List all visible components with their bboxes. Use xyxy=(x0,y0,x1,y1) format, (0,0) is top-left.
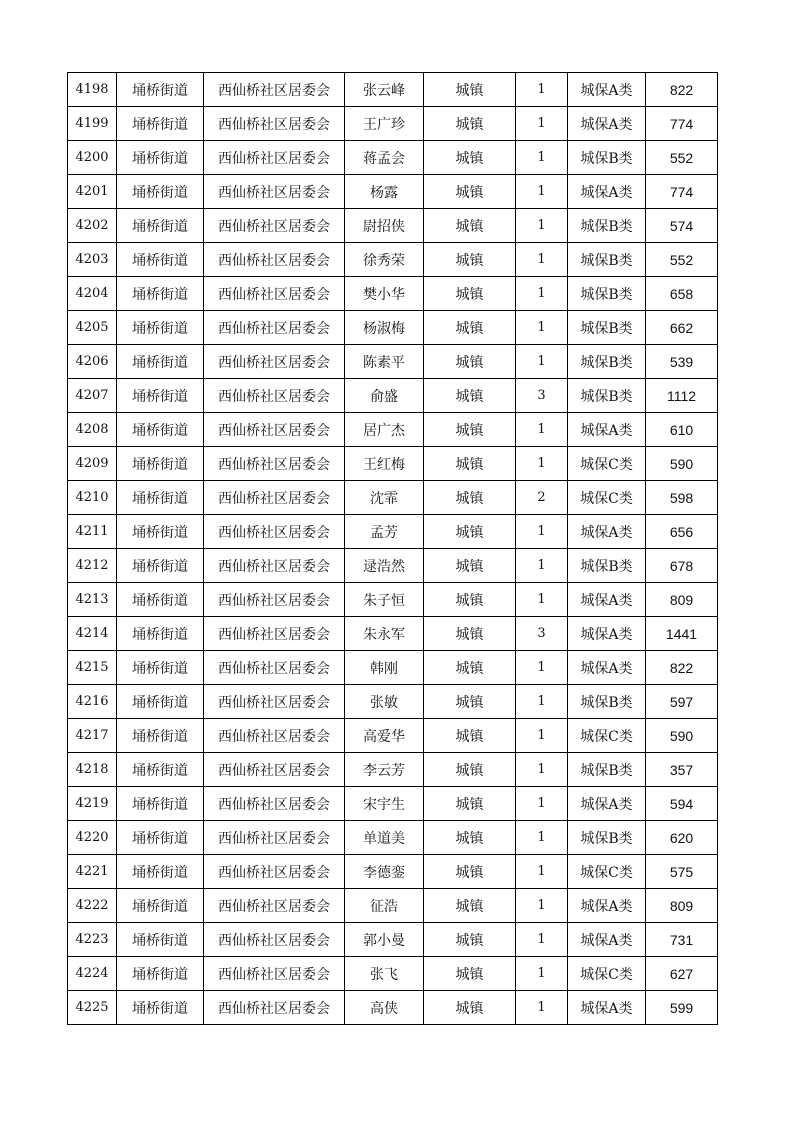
table-row xyxy=(68,549,718,583)
amount-cell: 1112 xyxy=(646,379,718,413)
category-cell: 城保C类 xyxy=(568,481,646,515)
street-cell: 埇桥街道 xyxy=(117,617,204,651)
table-row xyxy=(68,481,718,515)
persons-count-cell: 1 xyxy=(516,107,568,141)
name-cell: 徐秀荣 xyxy=(345,243,424,277)
household-type-cell: 城镇 xyxy=(424,787,516,821)
household-type-cell: 城镇 xyxy=(424,413,516,447)
name-cell: 张云峰 xyxy=(345,73,424,107)
amount-cell: 658 xyxy=(646,277,718,311)
household-type-cell: 城镇 xyxy=(424,583,516,617)
name-cell: 朱子恒 xyxy=(345,583,424,617)
serial-number-cell: 4222 xyxy=(68,889,117,923)
table-row xyxy=(68,515,718,549)
household-type-cell: 城镇 xyxy=(424,549,516,583)
community-cell: 西仙桥社区居委会 xyxy=(204,991,345,1025)
street-cell: 埇桥街道 xyxy=(117,107,204,141)
amount-cell: 590 xyxy=(646,719,718,753)
community-cell: 西仙桥社区居委会 xyxy=(204,889,345,923)
household-type-cell: 城镇 xyxy=(424,481,516,515)
household-type-cell: 城镇 xyxy=(424,957,516,991)
category-cell: 城保A类 xyxy=(568,617,646,651)
amount-cell: 598 xyxy=(646,481,718,515)
persons-count-cell: 1 xyxy=(516,991,568,1025)
category-cell: 城保A类 xyxy=(568,175,646,209)
name-cell: 郭小曼 xyxy=(345,923,424,957)
household-type-cell: 城镇 xyxy=(424,719,516,753)
serial-number-cell: 4219 xyxy=(68,787,117,821)
serial-number-cell: 4225 xyxy=(68,991,117,1025)
name-cell: 逯浩然 xyxy=(345,549,424,583)
amount-cell: 731 xyxy=(646,923,718,957)
table-row xyxy=(68,73,718,107)
table-row xyxy=(68,243,718,277)
street-cell: 埇桥街道 xyxy=(117,855,204,889)
community-cell: 西仙桥社区居委会 xyxy=(204,617,345,651)
street-cell: 埇桥街道 xyxy=(117,549,204,583)
street-cell: 埇桥街道 xyxy=(117,957,204,991)
amount-cell: 809 xyxy=(646,889,718,923)
category-cell: 城保A类 xyxy=(568,651,646,685)
street-cell: 埇桥街道 xyxy=(117,889,204,923)
persons-count-cell: 1 xyxy=(516,855,568,889)
table-row xyxy=(68,957,718,991)
community-cell: 西仙桥社区居委会 xyxy=(204,379,345,413)
table-row xyxy=(68,651,718,685)
amount-cell: 656 xyxy=(646,515,718,549)
persons-count-cell: 1 xyxy=(516,923,568,957)
household-type-cell: 城镇 xyxy=(424,73,516,107)
street-cell: 埇桥街道 xyxy=(117,141,204,175)
category-cell: 城保A类 xyxy=(568,583,646,617)
amount-cell: 552 xyxy=(646,141,718,175)
name-cell: 张飞 xyxy=(345,957,424,991)
serial-number-cell: 4209 xyxy=(68,447,117,481)
amount-cell: 597 xyxy=(646,685,718,719)
amount-cell: 590 xyxy=(646,447,718,481)
serial-number-cell: 4199 xyxy=(68,107,117,141)
household-type-cell: 城镇 xyxy=(424,651,516,685)
household-type-cell: 城镇 xyxy=(424,141,516,175)
name-cell: 俞盛 xyxy=(345,379,424,413)
community-cell: 西仙桥社区居委会 xyxy=(204,141,345,175)
street-cell: 埇桥街道 xyxy=(117,719,204,753)
community-cell: 西仙桥社区居委会 xyxy=(204,821,345,855)
amount-cell: 662 xyxy=(646,311,718,345)
category-cell: 城保A类 xyxy=(568,923,646,957)
table-row xyxy=(68,447,718,481)
serial-number-cell: 4220 xyxy=(68,821,117,855)
persons-count-cell: 1 xyxy=(516,73,568,107)
persons-count-cell: 1 xyxy=(516,175,568,209)
table-row xyxy=(68,345,718,379)
persons-count-cell: 1 xyxy=(516,311,568,345)
persons-count-cell: 1 xyxy=(516,549,568,583)
street-cell: 埇桥街道 xyxy=(117,209,204,243)
name-cell: 沈霏 xyxy=(345,481,424,515)
persons-count-cell: 1 xyxy=(516,515,568,549)
community-cell: 西仙桥社区居委会 xyxy=(204,753,345,787)
household-type-cell: 城镇 xyxy=(424,821,516,855)
persons-count-cell: 1 xyxy=(516,787,568,821)
serial-number-cell: 4224 xyxy=(68,957,117,991)
community-cell: 西仙桥社区居委会 xyxy=(204,515,345,549)
serial-number-cell: 4216 xyxy=(68,685,117,719)
serial-number-cell: 4213 xyxy=(68,583,117,617)
household-type-cell: 城镇 xyxy=(424,889,516,923)
community-cell: 西仙桥社区居委会 xyxy=(204,583,345,617)
category-cell: 城保B类 xyxy=(568,345,646,379)
community-cell: 西仙桥社区居委会 xyxy=(204,719,345,753)
table-row xyxy=(68,413,718,447)
name-cell: 陈素平 xyxy=(345,345,424,379)
category-cell: 城保C类 xyxy=(568,855,646,889)
table-row xyxy=(68,583,718,617)
household-type-cell: 城镇 xyxy=(424,175,516,209)
community-cell: 西仙桥社区居委会 xyxy=(204,481,345,515)
street-cell: 埇桥街道 xyxy=(117,447,204,481)
community-cell: 西仙桥社区居委会 xyxy=(204,957,345,991)
name-cell: 宋宇生 xyxy=(345,787,424,821)
category-cell: 城保B类 xyxy=(568,549,646,583)
table-body xyxy=(68,73,718,1025)
category-cell: 城保A类 xyxy=(568,889,646,923)
persons-count-cell: 1 xyxy=(516,685,568,719)
serial-number-cell: 4203 xyxy=(68,243,117,277)
household-type-cell: 城镇 xyxy=(424,107,516,141)
amount-cell: 809 xyxy=(646,583,718,617)
persons-count-cell: 1 xyxy=(516,753,568,787)
category-cell: 城保B类 xyxy=(568,821,646,855)
persons-count-cell: 1 xyxy=(516,277,568,311)
serial-number-cell: 4201 xyxy=(68,175,117,209)
street-cell: 埇桥街道 xyxy=(117,583,204,617)
community-cell: 西仙桥社区居委会 xyxy=(204,787,345,821)
persons-count-cell: 1 xyxy=(516,413,568,447)
serial-number-cell: 4208 xyxy=(68,413,117,447)
street-cell: 埇桥街道 xyxy=(117,73,204,107)
household-type-cell: 城镇 xyxy=(424,345,516,379)
category-cell: 城保A类 xyxy=(568,787,646,821)
amount-cell: 610 xyxy=(646,413,718,447)
street-cell: 埇桥街道 xyxy=(117,481,204,515)
category-cell: 城保B类 xyxy=(568,685,646,719)
serial-number-cell: 4218 xyxy=(68,753,117,787)
table-row xyxy=(68,753,718,787)
amount-cell: 774 xyxy=(646,175,718,209)
persons-count-cell: 1 xyxy=(516,719,568,753)
persons-count-cell: 1 xyxy=(516,345,568,379)
category-cell: 城保A类 xyxy=(568,73,646,107)
household-type-cell: 城镇 xyxy=(424,447,516,481)
table-row xyxy=(68,855,718,889)
persons-count-cell: 1 xyxy=(516,209,568,243)
community-cell: 西仙桥社区居委会 xyxy=(204,175,345,209)
name-cell: 李德銮 xyxy=(345,855,424,889)
community-cell: 西仙桥社区居委会 xyxy=(204,447,345,481)
name-cell: 王红梅 xyxy=(345,447,424,481)
serial-number-cell: 4212 xyxy=(68,549,117,583)
persons-count-cell: 2 xyxy=(516,481,568,515)
household-type-cell: 城镇 xyxy=(424,277,516,311)
table-row xyxy=(68,107,718,141)
community-cell: 西仙桥社区居委会 xyxy=(204,855,345,889)
name-cell: 杨淑梅 xyxy=(345,311,424,345)
name-cell: 孟芳 xyxy=(345,515,424,549)
table-row xyxy=(68,379,718,413)
category-cell: 城保B类 xyxy=(568,141,646,175)
category-cell: 城保B类 xyxy=(568,753,646,787)
table-row xyxy=(68,617,718,651)
household-type-cell: 城镇 xyxy=(424,617,516,651)
street-cell: 埇桥街道 xyxy=(117,821,204,855)
category-cell: 城保B类 xyxy=(568,277,646,311)
amount-cell: 1441 xyxy=(646,617,718,651)
amount-cell: 575 xyxy=(646,855,718,889)
community-cell: 西仙桥社区居委会 xyxy=(204,345,345,379)
street-cell: 埇桥街道 xyxy=(117,753,204,787)
persons-count-cell: 1 xyxy=(516,447,568,481)
serial-number-cell: 4215 xyxy=(68,651,117,685)
persons-count-cell: 3 xyxy=(516,617,568,651)
persons-count-cell: 1 xyxy=(516,243,568,277)
serial-number-cell: 4205 xyxy=(68,311,117,345)
street-cell: 埇桥街道 xyxy=(117,277,204,311)
table-row xyxy=(68,821,718,855)
serial-number-cell: 4210 xyxy=(68,481,117,515)
persons-count-cell: 1 xyxy=(516,821,568,855)
table-row xyxy=(68,991,718,1025)
street-cell: 埇桥街道 xyxy=(117,413,204,447)
table-row xyxy=(68,209,718,243)
table-row xyxy=(68,923,718,957)
table-row xyxy=(68,175,718,209)
serial-number-cell: 4206 xyxy=(68,345,117,379)
table-row xyxy=(68,719,718,753)
table-row xyxy=(68,311,718,345)
name-cell: 韩刚 xyxy=(345,651,424,685)
name-cell: 李云芳 xyxy=(345,753,424,787)
household-type-cell: 城镇 xyxy=(424,311,516,345)
category-cell: 城保B类 xyxy=(568,379,646,413)
amount-cell: 774 xyxy=(646,107,718,141)
amount-cell: 678 xyxy=(646,549,718,583)
name-cell: 征浩 xyxy=(345,889,424,923)
household-type-cell: 城镇 xyxy=(424,753,516,787)
community-cell: 西仙桥社区居委会 xyxy=(204,685,345,719)
persons-count-cell: 1 xyxy=(516,141,568,175)
serial-number-cell: 4202 xyxy=(68,209,117,243)
table-row xyxy=(68,141,718,175)
name-cell: 高侠 xyxy=(345,991,424,1025)
category-cell: 城保C类 xyxy=(568,719,646,753)
street-cell: 埇桥街道 xyxy=(117,991,204,1025)
serial-number-cell: 4217 xyxy=(68,719,117,753)
amount-cell: 822 xyxy=(646,73,718,107)
street-cell: 埇桥街道 xyxy=(117,923,204,957)
category-cell: 城保C类 xyxy=(568,447,646,481)
name-cell: 居广杰 xyxy=(345,413,424,447)
household-type-cell: 城镇 xyxy=(424,209,516,243)
amount-cell: 574 xyxy=(646,209,718,243)
name-cell: 张敏 xyxy=(345,685,424,719)
household-type-cell: 城镇 xyxy=(424,991,516,1025)
community-cell: 西仙桥社区居委会 xyxy=(204,277,345,311)
amount-cell: 627 xyxy=(646,957,718,991)
category-cell: 城保B类 xyxy=(568,243,646,277)
street-cell: 埇桥街道 xyxy=(117,651,204,685)
persons-count-cell: 1 xyxy=(516,889,568,923)
community-cell: 西仙桥社区居委会 xyxy=(204,413,345,447)
community-cell: 西仙桥社区居委会 xyxy=(204,73,345,107)
amount-cell: 599 xyxy=(646,991,718,1025)
street-cell: 埇桥街道 xyxy=(117,787,204,821)
name-cell: 单道美 xyxy=(345,821,424,855)
amount-cell: 357 xyxy=(646,753,718,787)
serial-number-cell: 4204 xyxy=(68,277,117,311)
assistance-roster-table xyxy=(67,72,718,1025)
amount-cell: 822 xyxy=(646,651,718,685)
street-cell: 埇桥街道 xyxy=(117,345,204,379)
serial-number-cell: 4198 xyxy=(68,73,117,107)
serial-number-cell: 4207 xyxy=(68,379,117,413)
household-type-cell: 城镇 xyxy=(424,515,516,549)
name-cell: 樊小华 xyxy=(345,277,424,311)
community-cell: 西仙桥社区居委会 xyxy=(204,549,345,583)
name-cell: 朱永军 xyxy=(345,617,424,651)
street-cell: 埇桥街道 xyxy=(117,515,204,549)
category-cell: 城保C类 xyxy=(568,957,646,991)
persons-count-cell: 1 xyxy=(516,651,568,685)
household-type-cell: 城镇 xyxy=(424,923,516,957)
serial-number-cell: 4221 xyxy=(68,855,117,889)
street-cell: 埇桥街道 xyxy=(117,175,204,209)
persons-count-cell: 1 xyxy=(516,583,568,617)
community-cell: 西仙桥社区居委会 xyxy=(204,209,345,243)
community-cell: 西仙桥社区居委会 xyxy=(204,243,345,277)
serial-number-cell: 4200 xyxy=(68,141,117,175)
household-type-cell: 城镇 xyxy=(424,379,516,413)
amount-cell: 552 xyxy=(646,243,718,277)
street-cell: 埇桥街道 xyxy=(117,379,204,413)
table-row xyxy=(68,685,718,719)
name-cell: 王广珍 xyxy=(345,107,424,141)
name-cell: 尉招侠 xyxy=(345,209,424,243)
community-cell: 西仙桥社区居委会 xyxy=(204,651,345,685)
category-cell: 城保A类 xyxy=(568,991,646,1025)
table-row xyxy=(68,889,718,923)
category-cell: 城保A类 xyxy=(568,107,646,141)
serial-number-cell: 4223 xyxy=(68,923,117,957)
table-row xyxy=(68,277,718,311)
community-cell: 西仙桥社区居委会 xyxy=(204,311,345,345)
category-cell: 城保A类 xyxy=(568,413,646,447)
amount-cell: 539 xyxy=(646,345,718,379)
category-cell: 城保B类 xyxy=(568,209,646,243)
amount-cell: 620 xyxy=(646,821,718,855)
name-cell: 蒋孟会 xyxy=(345,141,424,175)
persons-count-cell: 3 xyxy=(516,379,568,413)
household-type-cell: 城镇 xyxy=(424,855,516,889)
table-row xyxy=(68,787,718,821)
persons-count-cell: 1 xyxy=(516,957,568,991)
category-cell: 城保B类 xyxy=(568,311,646,345)
category-cell: 城保A类 xyxy=(568,515,646,549)
serial-number-cell: 4214 xyxy=(68,617,117,651)
name-cell: 杨露 xyxy=(345,175,424,209)
household-type-cell: 城镇 xyxy=(424,243,516,277)
amount-cell: 594 xyxy=(646,787,718,821)
household-type-cell: 城镇 xyxy=(424,685,516,719)
community-cell: 西仙桥社区居委会 xyxy=(204,923,345,957)
name-cell: 高爱华 xyxy=(345,719,424,753)
street-cell: 埇桥街道 xyxy=(117,685,204,719)
community-cell: 西仙桥社区居委会 xyxy=(204,107,345,141)
street-cell: 埇桥街道 xyxy=(117,311,204,345)
street-cell: 埇桥街道 xyxy=(117,243,204,277)
serial-number-cell: 4211 xyxy=(68,515,117,549)
